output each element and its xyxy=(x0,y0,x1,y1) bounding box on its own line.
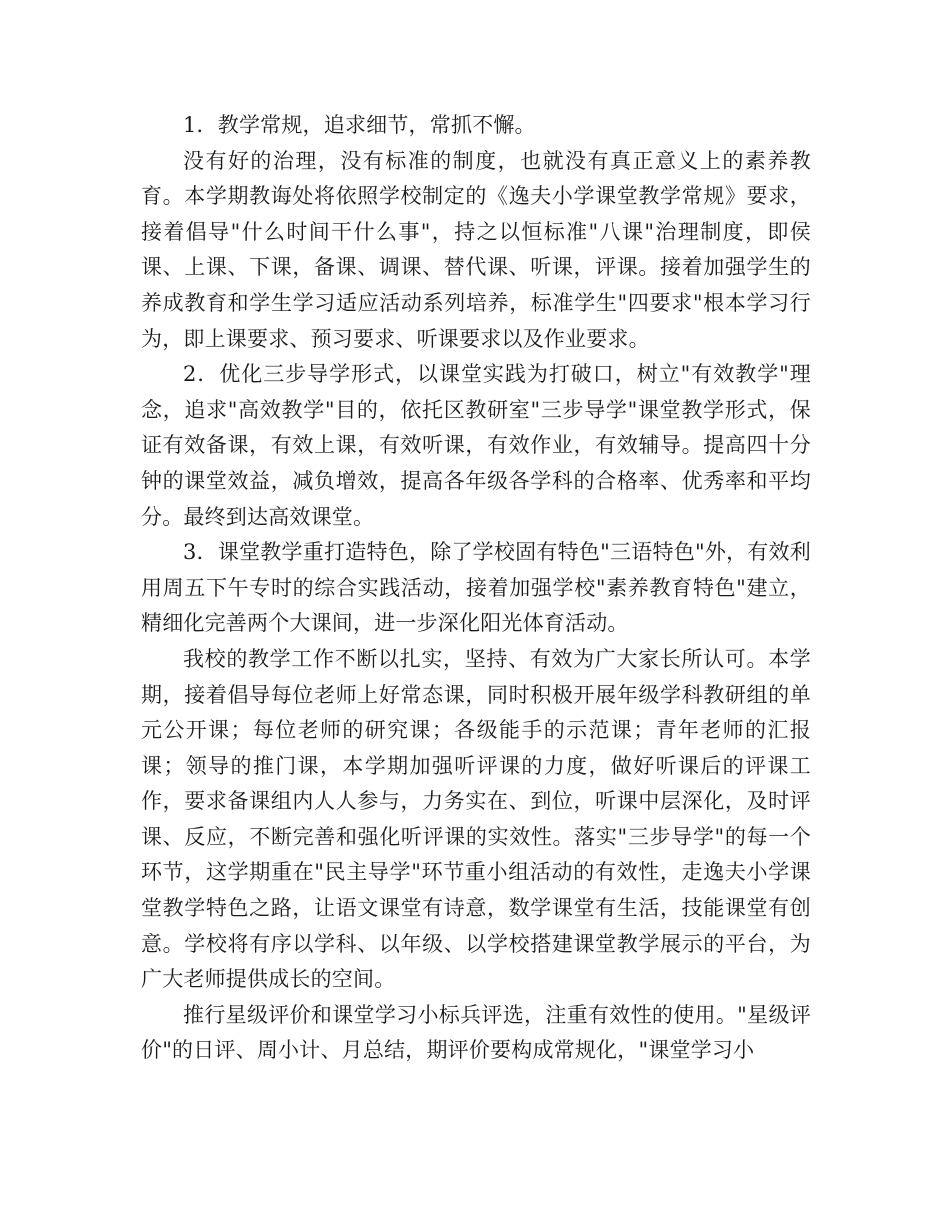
paragraph-1: 1．教学常规，追求细节，常抓不懈。 xyxy=(183,113,536,137)
paragraph-5: 我校的教学工作不断以扎实，坚持、有效为广大家长所认可。本学期，接着倡导每位老师上好常态课，同时积极开展年级学科教研组的单元公开课；每位老师的研究课；各级能手的示范课；青年老师的汇报课；领导的推门课，本学期加强听评课的力度，做好听课后的评课工作，要求备课组内人人参与，力务实在、到位，听课中层深化，及时评课、反应，不断完善和强化听评课的实效性。落实"三步导学"的每一个环节，这学期重在"民主导学"环节重小组活动的有效性，走逸夫小学课堂教学特色之路，让语文课堂有诗意，数学课堂有生活，技能课堂有创意。学校将有序以学科、以年级、以学校搭建课堂教学展示的平台，为广大老师提供成长的空间。 xyxy=(141,646,811,992)
paragraph-4: 3．课堂教学重打造特色，除了学校固有特色"三语特色"外，有效利用周五下午专时的综合实践活动，接着加强学校"素养教育特色"建立，精细化完善两个大课间，进一步深化阳光体育活动。 xyxy=(141,540,811,636)
paragraph-6: 推行星级评价和课堂学习小标兵评选，注重有效性的使用。"星级评价"的日评、周小计、月总结，期评价要构成常规化，"课堂学习小 xyxy=(141,1002,811,1063)
document-page xyxy=(141,108,811,1069)
paragraph-3: 2．优化三步导学形式，以课堂实践为打破口，树立"有效教学"理念，追求"高效教学"目的，依托区教研室"三步导学"课堂教学形式，保证有效备课，有效上课，有效听课，有效作业，有效辅导。提高四十分钟的课堂效益，减负增效，提高各年级各学科的合格率、优秀率和平均分。最终到达高效课堂。 xyxy=(141,362,811,529)
paragraph-2: 没有好的治理，没有标准的制度，也就没有真正意义上的素养教育。本学期教诲处将依照学校制定的《逸夫小学课堂教学常规》要求，接着倡导"什么时间干什么事"，持之以恒标准"八课"治理制度，即侯课、上课、下课，备课、调课、替代课、听课，评课。接着加强学生的养成教育和学生学习适应活动系列培养，标准学生"四要求"根本学习行为，即上课要求、预习要求、听课要求以及作业要求。 xyxy=(141,148,811,351)
